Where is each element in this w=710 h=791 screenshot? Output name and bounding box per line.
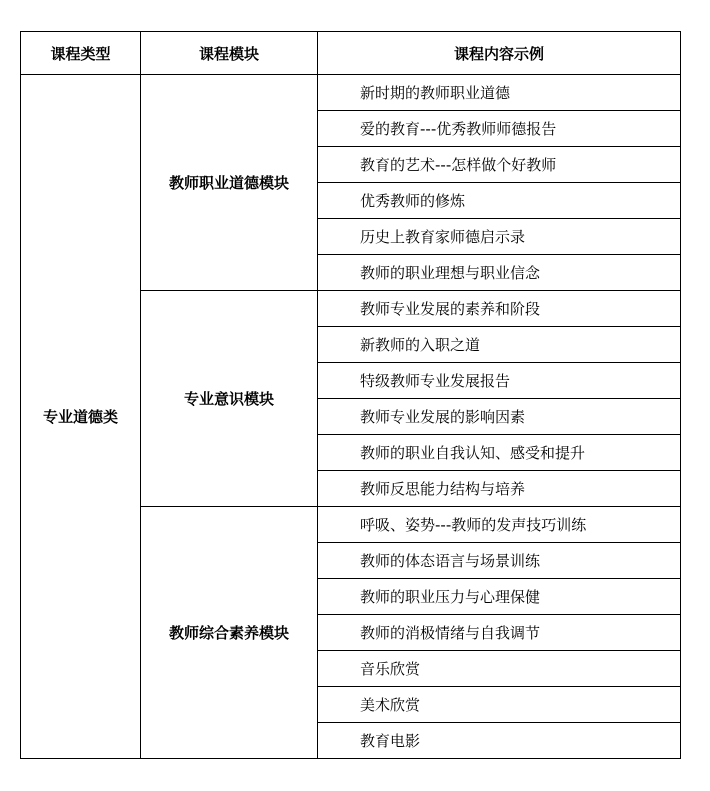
- content-example-cell: 历史上教育家师德启示录: [318, 219, 681, 255]
- content-example-cell: 教师专业发展的影响因素: [318, 399, 681, 435]
- content-example-cell: 新时期的教师职业道德: [318, 75, 681, 111]
- content-example-cell: 教师的职业压力与心理保健: [318, 579, 681, 615]
- header-row: [21, 32, 681, 75]
- content-example-cell: 教师反思能力结构与培养: [318, 471, 681, 507]
- header-course-module: 课程模块: [141, 32, 318, 75]
- table-row: [21, 75, 681, 111]
- module-name-cell: 教师综合素养模块: [141, 507, 318, 759]
- content-example-cell: 特级教师专业发展报告: [318, 363, 681, 399]
- content-example-cell: 教师的消极情绪与自我调节: [318, 615, 681, 651]
- content-example-cell: 优秀教师的修炼: [318, 183, 681, 219]
- course-type-cell: 专业道德类: [21, 75, 141, 759]
- content-example-cell: 爱的教育---优秀教师师德报告: [318, 111, 681, 147]
- curriculum-table: [20, 31, 681, 759]
- content-example-cell: 新教师的入职之道: [318, 327, 681, 363]
- header-course-type: 课程类型: [21, 32, 141, 75]
- content-example-cell: 教师的职业自我认知、感受和提升: [318, 435, 681, 471]
- content-example-cell: 教育的艺术---怎样做个好教师: [318, 147, 681, 183]
- content-example-cell: 美术欣赏: [318, 687, 681, 723]
- content-example-cell: 教师专业发展的素养和阶段: [318, 291, 681, 327]
- header-course-content: 课程内容示例: [318, 32, 681, 75]
- table-body: [21, 32, 681, 759]
- content-example-cell: 教师的体态语言与场景训练: [318, 543, 681, 579]
- content-example-cell: 教育电影: [318, 723, 681, 759]
- content-example-cell: 教师的职业理想与职业信念: [318, 255, 681, 291]
- content-example-cell: 音乐欣赏: [318, 651, 681, 687]
- module-name-cell: 专业意识模块: [141, 291, 318, 507]
- content-example-cell: 呼吸、姿势---教师的发声技巧训练: [318, 507, 681, 543]
- module-name-cell: 教师职业道德模块: [141, 75, 318, 291]
